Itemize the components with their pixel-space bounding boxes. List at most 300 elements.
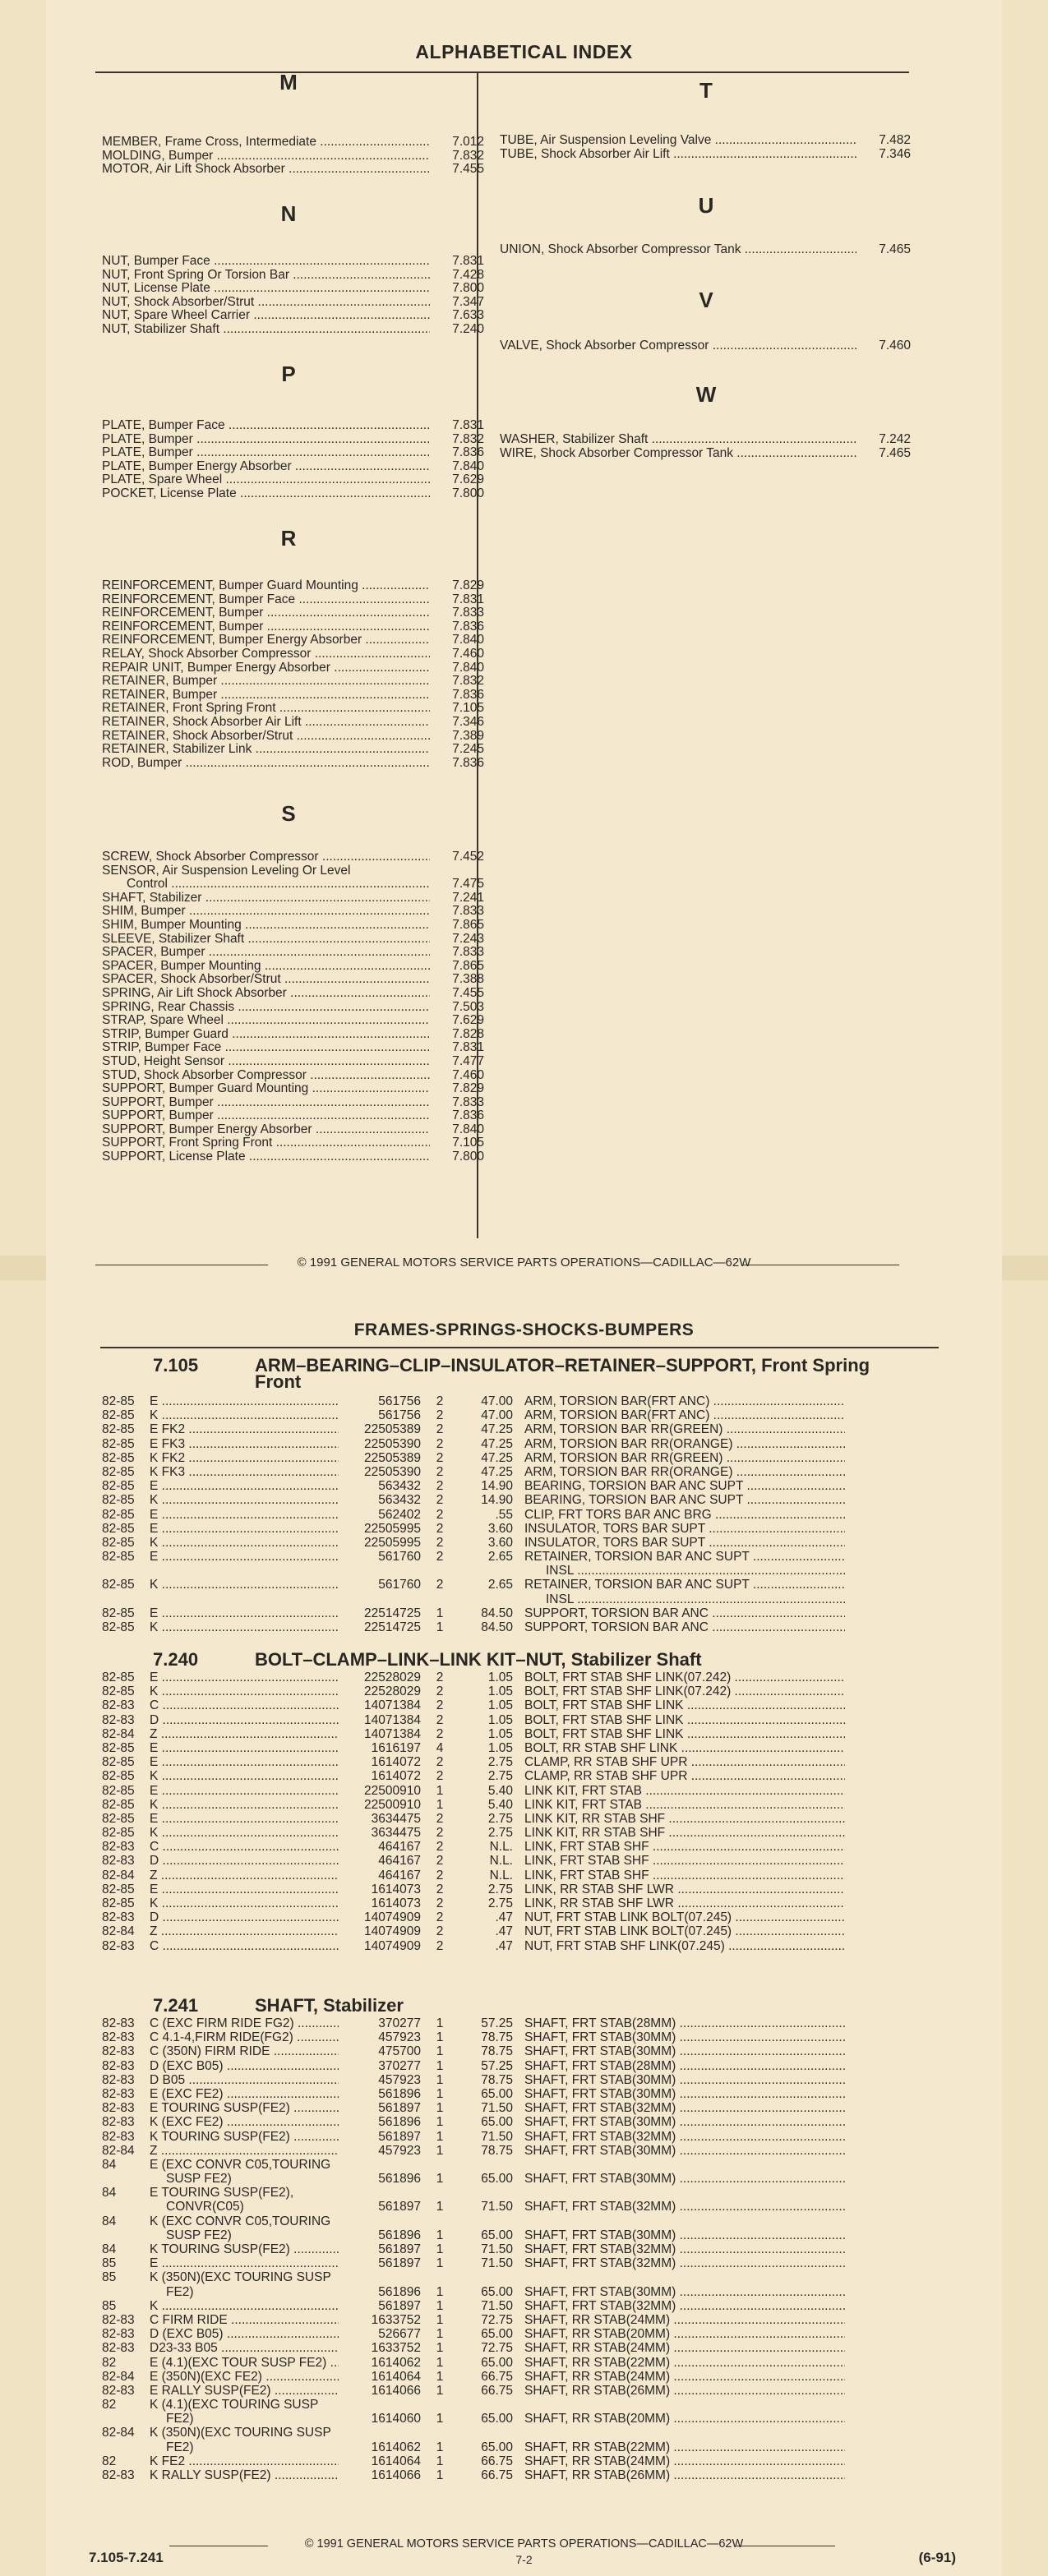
parts-row[interactable] xyxy=(102,1727,957,1741)
model-code: E ..... xyxy=(150,1508,339,1522)
index-entry-label: NUT, Shock Absorber/Strut ..... xyxy=(102,296,430,310)
index-entry[interactable] xyxy=(102,689,484,703)
price: 2.75 xyxy=(487,1882,513,1896)
index-entry-page: 7.832 xyxy=(452,148,484,163)
index-entry-page: 7.240 xyxy=(452,321,484,336)
part-description: ARM, TORSION BAR RR(ORANGE) ..... xyxy=(524,1465,845,1479)
parts-row[interactable] xyxy=(102,2285,957,2299)
index-entry[interactable] xyxy=(102,1041,484,1055)
page-number: 7-2 xyxy=(515,2553,533,2566)
parts-row[interactable] xyxy=(102,2454,957,2468)
model-year: 82-84 xyxy=(102,1868,135,1882)
price: N.L. xyxy=(489,1854,513,1869)
index-entry-label: RETAINER, Stabilizer Link ..... xyxy=(102,743,430,757)
price: 2.65 xyxy=(487,1578,513,1592)
index-entry-label: SPACER, Bumper Mounting ..... xyxy=(102,960,430,974)
parts-row[interactable] xyxy=(102,1550,957,1564)
part-description: SHAFT, FRT STAB(30MM) ..... xyxy=(524,2044,845,2058)
parts-row[interactable] xyxy=(102,1592,957,1606)
parts-row[interactable] xyxy=(102,2370,957,2384)
model-code: K FK3 ..... xyxy=(150,1465,339,1479)
index-entry[interactable] xyxy=(102,593,484,607)
part-description: ARM, TORSION BAR(FRT ANC) ..... xyxy=(524,1408,845,1422)
index-entry-label: VALVE, Shock Absorber Compressor ..... xyxy=(500,339,856,353)
parts-row[interactable] xyxy=(102,2130,957,2144)
parts-row[interactable] xyxy=(102,2341,957,2355)
parts-row[interactable] xyxy=(102,1798,957,1812)
parts-row[interactable] xyxy=(102,2440,957,2454)
part-description: SHAFT, RR STAB(24MM) ..... xyxy=(524,2313,845,2327)
part-number: 1614073 xyxy=(371,1896,421,1910)
part-description: SHAFT, RR STAB(22MM) ..... xyxy=(524,2356,845,2370)
quantity: 2 xyxy=(436,1507,444,1522)
index-entry-label: PLATE, Bumper Face ..... xyxy=(102,419,430,433)
index-entry-label: RETAINER, Bumper ..... xyxy=(102,689,430,703)
part-description: BOLT, FRT STAB SHF LINK(07.242) ..... xyxy=(524,1684,845,1698)
parts-row[interactable] xyxy=(102,1769,957,1783)
parts-row[interactable] xyxy=(102,2158,957,2172)
part-description: SHAFT, FRT STAB(30MM) ..... xyxy=(524,2144,845,2158)
index-entry[interactable] xyxy=(102,1055,484,1069)
parts-row[interactable] xyxy=(102,2426,957,2440)
price: 14.90 xyxy=(481,1493,513,1508)
quantity: 1 xyxy=(436,2284,444,2299)
parts-row[interactable] xyxy=(102,1755,957,1769)
index-entry[interactable] xyxy=(500,134,911,148)
index-entry-page: 7.836 xyxy=(452,755,484,770)
parts-row[interactable] xyxy=(102,2313,957,2327)
index-entry[interactable] xyxy=(102,255,484,269)
parts-row[interactable] xyxy=(102,2270,957,2284)
index-entry[interactable] xyxy=(102,850,484,864)
index-entry[interactable] xyxy=(102,620,484,634)
part-number: 370277 xyxy=(378,2016,421,2030)
index-entry[interactable] xyxy=(102,864,484,878)
model-code: FE2) xyxy=(166,2412,194,2426)
index-letter-heading: P xyxy=(281,362,296,386)
part-number: 22514725 xyxy=(364,1606,421,1620)
model-year: 82-85 xyxy=(102,1670,135,1684)
index-entry[interactable] xyxy=(102,716,484,730)
parts-row[interactable] xyxy=(102,2073,957,2087)
parts-row[interactable] xyxy=(102,1437,957,1451)
parts-row[interactable] xyxy=(102,2398,957,2412)
model-code: K (EXC FE2) ..... xyxy=(150,2115,339,2129)
price: 1.05 xyxy=(487,1726,513,1741)
index-entry[interactable] xyxy=(500,433,911,447)
index-entry-label: TUBE, Shock Absorber Air Lift ..... xyxy=(500,148,856,162)
index-entry-page: 7.242 xyxy=(879,432,911,446)
model-code: Z ..... xyxy=(150,1924,339,1938)
index-entry[interactable] xyxy=(102,487,484,501)
index-entry[interactable] xyxy=(102,1136,484,1150)
index-entry-list xyxy=(500,339,911,353)
quantity: 2 xyxy=(436,1408,444,1423)
price: 84.50 xyxy=(481,1606,513,1620)
model-year: 82-83 xyxy=(102,2115,135,2130)
parts-row[interactable] xyxy=(102,1670,957,1684)
model-year: 82-85 xyxy=(102,1684,135,1699)
index-entry-label: PLATE, Bumper ..... xyxy=(102,446,430,460)
index-entry-page: 7.831 xyxy=(452,254,484,268)
index-entry-label: SUPPORT, Bumper ..... xyxy=(102,1109,430,1123)
part-number: 3634475 xyxy=(371,1826,421,1841)
part-description: SHAFT, FRT STAB(32MM) ..... xyxy=(524,2200,845,2214)
price: 2.65 xyxy=(487,1550,513,1564)
parts-row[interactable] xyxy=(102,2256,957,2270)
index-entry[interactable] xyxy=(102,1150,484,1164)
index-entry[interactable] xyxy=(500,447,911,461)
price: 1.05 xyxy=(487,1712,513,1727)
part-number: 464167 xyxy=(378,1840,421,1855)
index-entry[interactable] xyxy=(102,647,484,661)
index-entry[interactable] xyxy=(102,1123,484,1137)
index-entry[interactable] xyxy=(102,1109,484,1123)
part-number: 370277 xyxy=(378,2058,421,2073)
index-entry[interactable] xyxy=(102,136,484,150)
model-code: K (4.1)(EXC TOURING SUSP xyxy=(150,2398,319,2412)
model-code: Z ..... xyxy=(150,1869,339,1882)
index-entry[interactable] xyxy=(102,933,484,947)
index-entry-label: SHAFT, Stabilizer ..... xyxy=(102,892,430,906)
title-rule xyxy=(100,1347,939,1348)
index-entry-page: 7.460 xyxy=(879,339,911,353)
index-entry-page: 7.832 xyxy=(452,674,484,689)
parts-row[interactable] xyxy=(102,2186,957,2200)
index-entry-page: 7.347 xyxy=(452,294,484,309)
parts-row[interactable] xyxy=(102,1910,957,1924)
model-year: 82-85 xyxy=(102,1464,135,1479)
model-year: 82-85 xyxy=(102,1408,135,1423)
price: 65.00 xyxy=(481,2228,513,2242)
part-description: SHAFT, FRT STAB(32MM) ..... xyxy=(524,2256,845,2270)
model-code: C ..... xyxy=(150,1698,339,1712)
index-entry-label: SPACER, Shock Absorber/Strut ..... xyxy=(102,973,430,987)
model-code: D (EXC B05) ..... xyxy=(150,2059,339,2073)
parts-row[interactable] xyxy=(102,2044,957,2058)
parts-row[interactable] xyxy=(102,2299,957,2313)
parts-row[interactable] xyxy=(102,2214,957,2228)
index-entry[interactable] xyxy=(102,1028,484,1042)
part-number: 1614060 xyxy=(371,2412,421,2426)
parts-row[interactable] xyxy=(102,2412,957,2426)
quantity: 2 xyxy=(436,1436,444,1451)
index-entry[interactable] xyxy=(102,661,484,675)
index-entry[interactable] xyxy=(102,296,484,310)
index-entry-label: STUD, Shock Absorber Compressor ..... xyxy=(102,1069,430,1083)
quantity: 2 xyxy=(436,1910,444,1925)
quantity: 2 xyxy=(436,1422,444,1437)
quantity: 2 xyxy=(436,1550,444,1564)
index-entry[interactable] xyxy=(102,419,484,433)
part-description: ARM, TORSION BAR RR(GREEN) ..... xyxy=(524,1451,845,1465)
model-code: K ..... xyxy=(150,1536,339,1550)
index-entry[interactable] xyxy=(102,460,484,474)
parts-row[interactable] xyxy=(102,1465,957,1479)
part-number: 1614066 xyxy=(371,2468,421,2482)
parts-row[interactable] xyxy=(102,1394,957,1408)
part-description: BOLT, FRT STAB SHF LINK ..... xyxy=(524,1698,845,1712)
index-entry[interactable] xyxy=(102,919,484,933)
index-entry[interactable] xyxy=(102,309,484,323)
parts-row[interactable] xyxy=(102,2200,957,2214)
parts-row[interactable] xyxy=(102,2101,957,2115)
model-year: 82-83 xyxy=(102,2101,135,2116)
model-code: E TOURING SUSP(FE2), xyxy=(150,2186,294,2200)
parts-row[interactable] xyxy=(102,1713,957,1727)
index-entry[interactable] xyxy=(102,905,484,919)
price: 3.60 xyxy=(487,1535,513,1550)
index-entry[interactable] xyxy=(102,1096,484,1110)
model-code: K ..... xyxy=(150,1620,339,1634)
price: 1.05 xyxy=(487,1684,513,1699)
part-number: 22505389 xyxy=(364,1422,421,1437)
index-entry[interactable] xyxy=(500,148,911,162)
index-entry[interactable] xyxy=(102,269,484,283)
parts-row[interactable] xyxy=(102,2016,957,2030)
model-code: K ..... xyxy=(150,2299,339,2313)
part-description: SHAFT, FRT STAB(28MM) ..... xyxy=(524,2059,845,2073)
parts-row[interactable] xyxy=(102,2356,957,2370)
quantity: 1 xyxy=(436,2058,444,2073)
parts-row[interactable] xyxy=(102,2030,957,2044)
quantity: 1 xyxy=(436,2143,444,2158)
index-entry[interactable] xyxy=(102,433,484,447)
index-entry-label: STUD, Height Sensor ..... xyxy=(102,1055,430,1069)
quantity: 1 xyxy=(436,2412,444,2426)
index-entry[interactable] xyxy=(102,675,484,689)
parts-row[interactable] xyxy=(102,1784,957,1798)
parts-row[interactable] xyxy=(102,1522,957,1536)
index-entry[interactable] xyxy=(102,1001,484,1015)
index-entry[interactable] xyxy=(102,1069,484,1083)
index-entry[interactable] xyxy=(102,606,484,620)
index-entry[interactable] xyxy=(102,1082,484,1096)
part-number: 1614066 xyxy=(371,2383,421,2398)
index-entry[interactable] xyxy=(102,150,484,164)
model-year: 82-85 xyxy=(102,1755,135,1770)
parts-row[interactable] xyxy=(102,1578,957,1592)
part-description: SHAFT, FRT STAB(32MM) ..... xyxy=(524,2101,845,2115)
index-entry-label: SUPPORT, License Plate ..... xyxy=(102,1150,430,1164)
page-range: 7.105-7.241 xyxy=(89,2550,164,2565)
parts-row[interactable] xyxy=(102,1826,957,1840)
index-letter-heading: V xyxy=(699,288,713,312)
index-entry[interactable] xyxy=(500,339,911,353)
index-entry-label: SPRING, Rear Chassis ..... xyxy=(102,1001,430,1015)
index-entry[interactable] xyxy=(102,730,484,744)
parts-row[interactable] xyxy=(102,1508,957,1522)
index-entry-label: SPRING, Air Lift Shock Absorber ..... xyxy=(102,987,430,1001)
part-description: BOLT, FRT STAB SHF LINK ..... xyxy=(524,1727,845,1741)
quantity: 1 xyxy=(436,2298,444,2313)
index-entry-page: 7.475 xyxy=(452,877,484,892)
part-number: 14074909 xyxy=(364,1938,421,1953)
index-entry-label: WASHER, Stabilizer Shaft ..... xyxy=(500,433,856,447)
quantity: 2 xyxy=(436,1535,444,1550)
index-entry[interactable] xyxy=(102,743,484,757)
model-code: D23-33 B05 ..... xyxy=(150,2341,339,2355)
price: 1.05 xyxy=(487,1698,513,1713)
parts-row[interactable] xyxy=(102,1536,957,1550)
index-entry-label: NUT, Stabilizer Shaft ..... xyxy=(102,323,430,337)
index-entry[interactable] xyxy=(102,634,484,647)
parts-row[interactable] xyxy=(102,2228,957,2242)
index-entry[interactable] xyxy=(102,446,484,460)
parts-row[interactable] xyxy=(102,2059,957,2073)
index-entry-page: 7.865 xyxy=(452,917,484,932)
parts-row[interactable] xyxy=(102,1684,957,1698)
price: 66.75 xyxy=(481,2454,513,2468)
price: 78.75 xyxy=(481,2143,513,2158)
index-entry-label: NUT, Bumper Face ..... xyxy=(102,255,430,269)
index-entry[interactable] xyxy=(102,702,484,716)
price: 65.00 xyxy=(481,2440,513,2454)
section-name-cont: Front xyxy=(255,1371,302,1392)
index-entry-label: RETAINER, Shock Absorber/Strut ..... xyxy=(102,730,430,744)
part-number: 562402 xyxy=(378,1507,421,1522)
parts-row[interactable] xyxy=(102,1479,957,1493)
parts-row[interactable] xyxy=(102,2384,957,2398)
part-number: 561897 xyxy=(378,2256,421,2271)
parts-row[interactable] xyxy=(102,2468,957,2482)
parts-row[interactable] xyxy=(102,2242,957,2256)
model-year: 82-85 xyxy=(102,1896,135,1910)
index-entry-label: STRIP, Bumper Guard ..... xyxy=(102,1028,430,1042)
model-year: 82-83 xyxy=(102,2312,135,2327)
index-entry[interactable] xyxy=(102,892,484,906)
parts-row[interactable] xyxy=(102,1896,957,1910)
quantity: 2 xyxy=(436,1684,444,1699)
quantity: 1 xyxy=(436,2086,444,2101)
model-code: K ..... xyxy=(150,1493,339,1507)
price: 47.25 xyxy=(481,1422,513,1437)
model-code: E ..... xyxy=(150,1606,339,1620)
index-entry-label: NUT, Front Spring Or Torsion Bar ..... xyxy=(102,269,430,283)
index-entry[interactable] xyxy=(102,973,484,987)
index-entry[interactable] xyxy=(102,987,484,1001)
index-entry-label: SUPPORT, Bumper Guard Mounting ..... xyxy=(102,1082,430,1096)
index-entry[interactable] xyxy=(102,163,484,177)
index-entry[interactable] xyxy=(102,946,484,960)
parts-row[interactable] xyxy=(102,1422,957,1436)
index-entry-label: MEMBER, Frame Cross, Intermediate ..... xyxy=(102,136,430,150)
price: 66.75 xyxy=(481,2369,513,2384)
price: 66.75 xyxy=(481,2383,513,2398)
index-entry-page: 7.633 xyxy=(452,308,484,323)
quantity: 2 xyxy=(436,1811,444,1826)
quantity: 1 xyxy=(436,2327,444,2342)
parts-row[interactable] xyxy=(102,2144,957,2158)
quantity: 2 xyxy=(436,1924,444,1939)
page-footer: © 1991 GENERAL MOTORS SERVICE PARTS OPERATIONS—CADILLAC—62W xyxy=(297,1256,751,1270)
model-year: 82-83 xyxy=(102,2341,135,2356)
part-number: 464167 xyxy=(378,1868,421,1882)
index-entry-page: 7.828 xyxy=(452,1026,484,1041)
index-entry[interactable] xyxy=(102,878,484,892)
parts-row[interactable] xyxy=(102,2115,957,2129)
parts-row[interactable] xyxy=(102,1869,957,1882)
index-entry-list xyxy=(500,243,911,257)
part-number: 14071384 xyxy=(364,1698,421,1713)
price: 57.25 xyxy=(481,2058,513,2073)
index-entry[interactable] xyxy=(500,243,911,257)
index-entry-page: 7.629 xyxy=(452,1013,484,1028)
parts-row[interactable] xyxy=(102,1812,957,1826)
parts-row[interactable] xyxy=(102,2172,957,2186)
index-entry-page: 7.452 xyxy=(452,850,484,864)
parts-row[interactable] xyxy=(102,2087,957,2101)
index-entry-page: 7.831 xyxy=(452,1040,484,1055)
parts-row[interactable] xyxy=(102,1924,957,1938)
index-entry[interactable] xyxy=(102,960,484,974)
parts-row[interactable] xyxy=(102,1493,957,1507)
index-entry[interactable] xyxy=(102,579,484,593)
index-entry[interactable] xyxy=(102,473,484,487)
part-number: 561896 xyxy=(378,2086,421,2101)
index-entry[interactable] xyxy=(102,757,484,771)
part-number: 526677 xyxy=(378,2327,421,2342)
model-code: C FIRM RIDE ..... xyxy=(150,2313,339,2327)
parts-row[interactable] xyxy=(102,1620,957,1634)
part-description: BEARING, TORSION BAR ANC SUPT ..... xyxy=(524,1479,845,1493)
model-year: 82-85 xyxy=(102,1826,135,1841)
parts-row[interactable] xyxy=(102,1451,957,1465)
parts-table xyxy=(102,2016,957,2482)
model-year: 85 xyxy=(102,2256,117,2271)
part-description: NUT, FRT STAB LINK BOLT(07.245) ..... xyxy=(524,1924,845,1938)
index-entry[interactable] xyxy=(102,1014,484,1028)
parts-row[interactable] xyxy=(102,1408,957,1422)
model-code: E ..... xyxy=(150,1812,339,1826)
model-code: K (350N)(EXC TOURING SUSP xyxy=(150,2426,331,2440)
model-code: E ..... xyxy=(150,1882,339,1896)
index-entry-page: 7.840 xyxy=(452,1122,484,1136)
part-number: 561896 xyxy=(378,2228,421,2242)
model-code: E ..... xyxy=(150,1741,339,1755)
parts-row[interactable] xyxy=(102,1840,957,1854)
quantity: 2 xyxy=(436,1394,444,1408)
index-entry[interactable] xyxy=(102,282,484,296)
index-entry[interactable] xyxy=(102,323,484,337)
parts-row[interactable] xyxy=(102,1606,957,1620)
part-description: SHAFT, FRT STAB(28MM) ..... xyxy=(524,2016,845,2030)
index-entry-page: 7.836 xyxy=(452,687,484,702)
part-number: 1614064 xyxy=(371,2454,421,2468)
model-code: E ..... xyxy=(150,1479,339,1493)
parts-row[interactable] xyxy=(102,1882,957,1896)
parts-row[interactable] xyxy=(102,1698,957,1712)
price: 78.75 xyxy=(481,2072,513,2087)
index-entry-page: 7.105 xyxy=(452,701,484,716)
quantity: 1 xyxy=(436,2228,444,2242)
parts-row[interactable] xyxy=(102,1854,957,1868)
parts-row[interactable] xyxy=(102,1564,957,1578)
part-number: 561897 xyxy=(378,2298,421,2313)
parts-row[interactable] xyxy=(102,1939,957,1953)
model-year: 82-85 xyxy=(102,1394,135,1408)
model-code: K ..... xyxy=(150,1769,339,1783)
parts-row[interactable] xyxy=(102,2327,957,2341)
part-number: 3634475 xyxy=(371,1811,421,1826)
part-description: SHAFT, FRT STAB(30MM) ..... xyxy=(524,2172,845,2186)
part-description: SUPPORT, TORSION BAR ANC ..... xyxy=(524,1606,845,1620)
part-description: BOLT, FRT STAB SHF LINK(07.242) ..... xyxy=(524,1670,845,1684)
parts-row[interactable] xyxy=(102,1741,957,1755)
part-description: LINK KIT, RR STAB SHF ..... xyxy=(524,1826,845,1840)
quantity: 1 xyxy=(436,1606,444,1620)
part-description: ARM, TORSION BAR RR(GREEN) ..... xyxy=(524,1422,845,1436)
